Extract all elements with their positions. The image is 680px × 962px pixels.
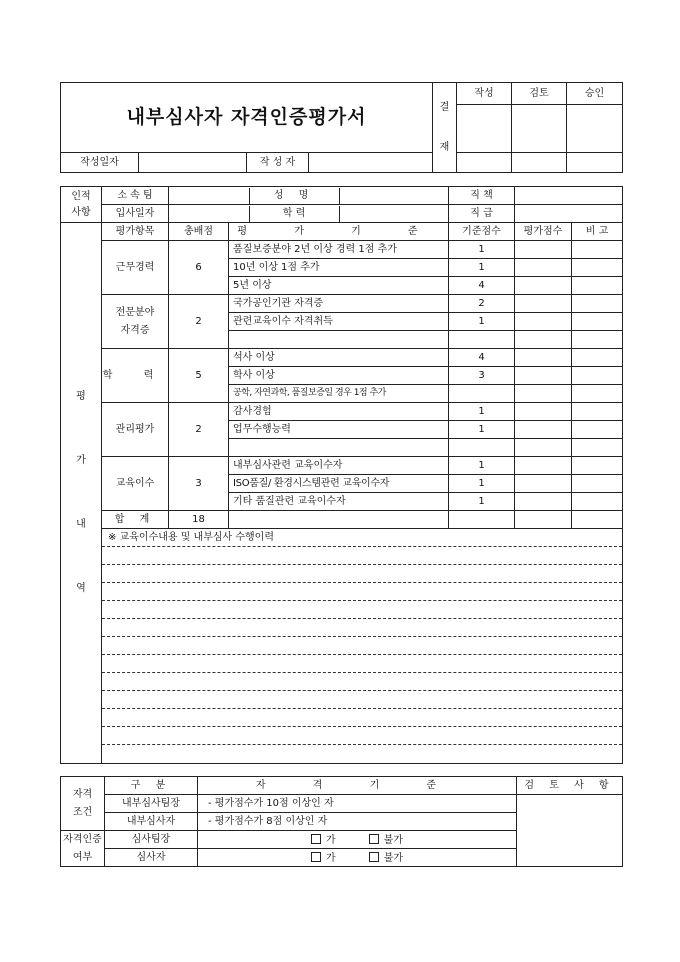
name-label: 성 명 — [249, 188, 339, 204]
note-field[interactable] — [572, 349, 623, 367]
name-field[interactable] — [339, 188, 448, 204]
note-field[interactable] — [572, 313, 623, 331]
item-training: 교육이수 — [102, 457, 169, 511]
note-field[interactable] — [572, 367, 623, 385]
qual-role: 내부심사자 — [105, 813, 198, 831]
total-eval-score-field[interactable] — [515, 511, 572, 529]
history-line[interactable] — [102, 655, 622, 673]
criterion-row: 국가공인기관 자격증 — [229, 295, 449, 313]
total-training: 3 — [169, 457, 229, 511]
grade-label: 직 급 — [449, 205, 515, 223]
history-line[interactable] — [102, 601, 622, 619]
criterion-row: 5년 이상 — [229, 277, 449, 295]
history-line[interactable] — [102, 727, 622, 745]
note-field[interactable] — [572, 493, 623, 511]
col-header-base-score: 기준점수 — [449, 223, 515, 241]
total-base-blank — [449, 511, 515, 529]
eval-score-field[interactable] — [515, 349, 572, 367]
item-certification: 전문분야 자격증 — [102, 295, 169, 349]
base-score: 1 — [449, 475, 515, 493]
cert-role: 심사자 — [105, 849, 198, 867]
total-label: 합 계 — [102, 511, 169, 529]
history-line[interactable] — [102, 619, 622, 637]
criterion-row: ISO품질/ 환경시스템관련 교육이수자 — [229, 475, 449, 493]
eval-score-field[interactable] — [515, 277, 572, 295]
criterion-row: 감사경험 — [229, 403, 449, 421]
total-certification: 2 — [169, 295, 229, 349]
education-label: 학 력 — [249, 206, 339, 222]
criterion-row: 학사 이상 — [229, 367, 449, 385]
qualification-section-label: 자격 조건 — [61, 777, 105, 831]
join-date-field[interactable] — [169, 206, 249, 222]
eval-score-field[interactable] — [515, 367, 572, 385]
criterion-row: 기타 품질관련 교육이수자 — [229, 493, 449, 511]
personal-section-label: 인적 사항 — [61, 187, 102, 223]
history-area[interactable] — [102, 529, 623, 764]
history-line[interactable] — [102, 745, 622, 763]
item-work-experience: 근무경력 — [102, 241, 169, 295]
history-line[interactable] — [102, 547, 622, 565]
approval-box-approve[interactable] — [567, 105, 623, 153]
eval-score-field[interactable] — [515, 259, 572, 277]
join-date-label: 입사일자 — [102, 205, 169, 223]
base-score: 1 — [449, 313, 515, 331]
approval-label: 결 재 — [433, 83, 457, 173]
note-field[interactable] — [572, 403, 623, 421]
qual-header-criterion: 자 격 기 준 — [198, 777, 517, 795]
eval-score-field[interactable] — [515, 421, 572, 439]
fail-checkbox[interactable]: 불가 — [369, 853, 403, 864]
approval-sign-review[interactable] — [512, 153, 567, 173]
fail-checkbox[interactable]: 불가 — [369, 835, 403, 846]
criterion-row — [229, 331, 449, 349]
history-label: ※ 교육이수내용 및 내부심사 수행이력 — [102, 529, 622, 547]
base-score: 1 — [449, 259, 515, 277]
base-score: 4 — [449, 349, 515, 367]
qual-header-category: 구 분 — [105, 777, 198, 795]
note-field[interactable] — [572, 331, 623, 349]
eval-score-field[interactable] — [515, 493, 572, 511]
note-field[interactable] — [572, 259, 623, 277]
col-header-note: 비 고 — [572, 223, 623, 241]
history-line[interactable] — [102, 709, 622, 727]
total-management: 2 — [169, 403, 229, 457]
total-education: 5 — [169, 349, 229, 403]
role-label: 직 책 — [449, 187, 515, 205]
criterion-row: 품질보증분야 2년 이상 경력 1점 추가 — [229, 241, 449, 259]
date-field[interactable] — [139, 153, 247, 173]
qual-criterion: - 평가점수가 10점 이상인 자 — [198, 795, 517, 813]
base-score: 1 — [449, 493, 515, 511]
base-score — [449, 385, 515, 403]
col-header-item: 평가항목 — [102, 223, 169, 241]
team-label: 소 속 팀 — [102, 187, 169, 205]
total-criterion-blank — [229, 511, 449, 529]
checkbox-icon — [311, 852, 321, 862]
base-score: 1 — [449, 241, 515, 259]
total-work-experience: 6 — [169, 241, 229, 295]
eval-score-field[interactable] — [515, 475, 572, 493]
eval-score-field[interactable] — [515, 439, 572, 457]
item-education: 학 력 — [102, 349, 169, 403]
certification-section-label: 자격인증 여부 — [61, 831, 105, 867]
base-score: 1 — [449, 421, 515, 439]
approval-col-approve: 승인 — [567, 83, 623, 105]
criterion-row: 업무수행능력 — [229, 421, 449, 439]
approval-sign-write[interactable] — [457, 153, 512, 173]
note-field[interactable] — [572, 475, 623, 493]
base-score: 1 — [449, 457, 515, 475]
eval-score-field[interactable] — [515, 295, 572, 313]
document-title: 내부심사자 자격인증평가서 — [61, 83, 433, 153]
history-line[interactable] — [102, 583, 622, 601]
base-score: 3 — [449, 367, 515, 385]
qualification-table — [60, 776, 623, 867]
grade-field[interactable] — [515, 205, 623, 223]
criterion-row — [229, 439, 449, 457]
history-line[interactable] — [102, 691, 622, 709]
evaluation-table — [60, 186, 623, 764]
total-note-field[interactable] — [572, 511, 623, 529]
base-score — [449, 439, 515, 457]
note-field[interactable] — [572, 277, 623, 295]
item-management: 관리평가 — [102, 403, 169, 457]
note-field[interactable] — [572, 295, 623, 313]
criterion-row: 관련교육이수 자격취득 — [229, 313, 449, 331]
total-value: 18 — [169, 511, 229, 529]
col-header-criterion: 평 가 기 준 — [229, 223, 449, 241]
approval-box-write[interactable] — [457, 105, 512, 153]
pass-checkbox[interactable]: 가 — [311, 835, 336, 846]
eval-score-field[interactable] — [515, 403, 572, 421]
base-score: 1 — [449, 403, 515, 421]
approval-col-write: 작성 — [457, 83, 512, 105]
approval-sign-approve[interactable] — [567, 153, 623, 173]
note-field[interactable] — [572, 457, 623, 475]
eval-score-field[interactable] — [515, 313, 572, 331]
cert-options — [198, 849, 517, 867]
qual-header-review: 검 토 사 항 — [517, 777, 623, 795]
eval-score-field[interactable] — [515, 331, 572, 349]
checkbox-icon — [369, 834, 379, 844]
eval-score-field[interactable] — [515, 457, 572, 475]
education-field[interactable] — [339, 206, 448, 222]
base-score — [449, 331, 515, 349]
eval-score-field[interactable] — [515, 385, 572, 403]
col-header-eval-score: 평가점수 — [515, 223, 572, 241]
qual-criterion: - 평가점수가 8점 이상인 자 — [198, 813, 517, 831]
header-table — [60, 82, 623, 173]
checkbox-icon — [369, 852, 379, 862]
history-line[interactable] — [102, 673, 622, 691]
eval-score-field[interactable] — [515, 241, 572, 259]
note-field[interactable] — [572, 241, 623, 259]
criterion-row: 10년 이상 1점 추가 — [229, 259, 449, 277]
author-field[interactable] — [309, 153, 433, 173]
date-label: 작성일자 — [61, 153, 139, 173]
pass-checkbox[interactable]: 가 — [311, 853, 336, 864]
criterion-row: 내부심사관련 교육이수자 — [229, 457, 449, 475]
approval-col-review: 검토 — [512, 83, 567, 105]
role-field[interactable] — [515, 187, 623, 205]
col-header-total: 총배점 — [169, 223, 229, 241]
checkbox-icon — [311, 834, 321, 844]
note-field[interactable] — [572, 385, 623, 403]
review-notes-field[interactable] — [517, 795, 623, 867]
base-score: 2 — [449, 295, 515, 313]
author-label: 작 성 자 — [247, 153, 309, 173]
team-field[interactable] — [169, 188, 249, 204]
note-field[interactable] — [572, 421, 623, 439]
cert-options — [198, 831, 517, 849]
history-line[interactable] — [102, 565, 622, 583]
qual-role: 내부심사팀장 — [105, 795, 198, 813]
base-score: 4 — [449, 277, 515, 295]
evaluation-section-label: 평 가 내 역 — [61, 223, 102, 764]
history-line[interactable] — [102, 637, 622, 655]
criterion-row: 공학, 자연과학, 품질보증일 경우 1점 추가 — [229, 385, 449, 403]
cert-role: 심사팀장 — [105, 831, 198, 849]
note-field[interactable] — [572, 439, 623, 457]
criterion-row: 석사 이상 — [229, 349, 449, 367]
approval-box-review[interactable] — [512, 105, 567, 153]
